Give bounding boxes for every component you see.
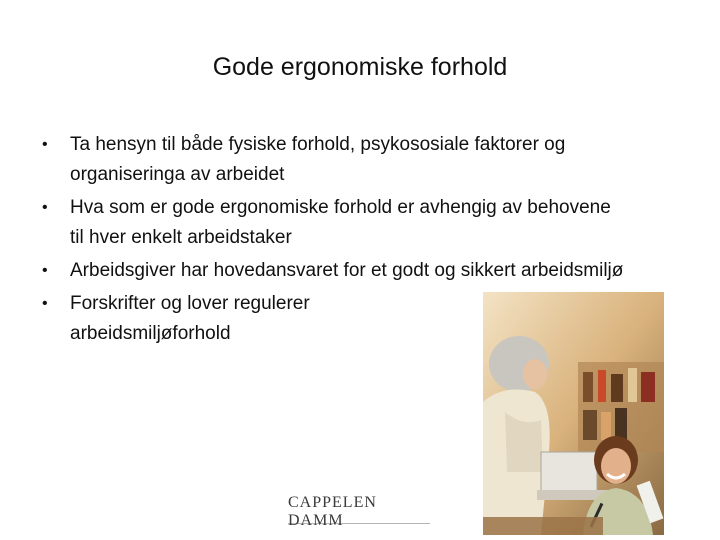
bullet-item <box>40 289 370 349</box>
publisher-logo <box>288 494 430 529</box>
publisher-logo-text: CAPPELEN DAMM <box>288 494 377 529</box>
bullet-item <box>40 193 620 253</box>
bullet-glyph: • <box>42 199 48 216</box>
office-photo <box>483 292 664 535</box>
bullet-item <box>40 256 630 286</box>
office-photo-illustration <box>483 292 664 535</box>
bullet-glyph: • <box>42 136 48 153</box>
bullet-text: Hva som er gode ergonomiske forhold er avhengig av behovene til hver enkelt arbeidstaker <box>70 197 611 248</box>
bullet-glyph: • <box>42 295 48 312</box>
bullet-glyph: • <box>42 262 48 279</box>
bullet-text: Arbeidsgiver har hovedansvaret for et godt og sikkert arbeidsmiljø <box>70 260 624 281</box>
slide-title: Gode ergonomiske forhold <box>212 53 508 81</box>
bullet-item <box>40 130 670 190</box>
bullet-text: Forskrifter og lover regulerer arbeidsmiljøforhold <box>70 293 310 344</box>
bullet-text: Ta hensyn til både fysiske forhold, psykososiale faktorer og organiseringa av arbeidet <box>70 134 566 185</box>
